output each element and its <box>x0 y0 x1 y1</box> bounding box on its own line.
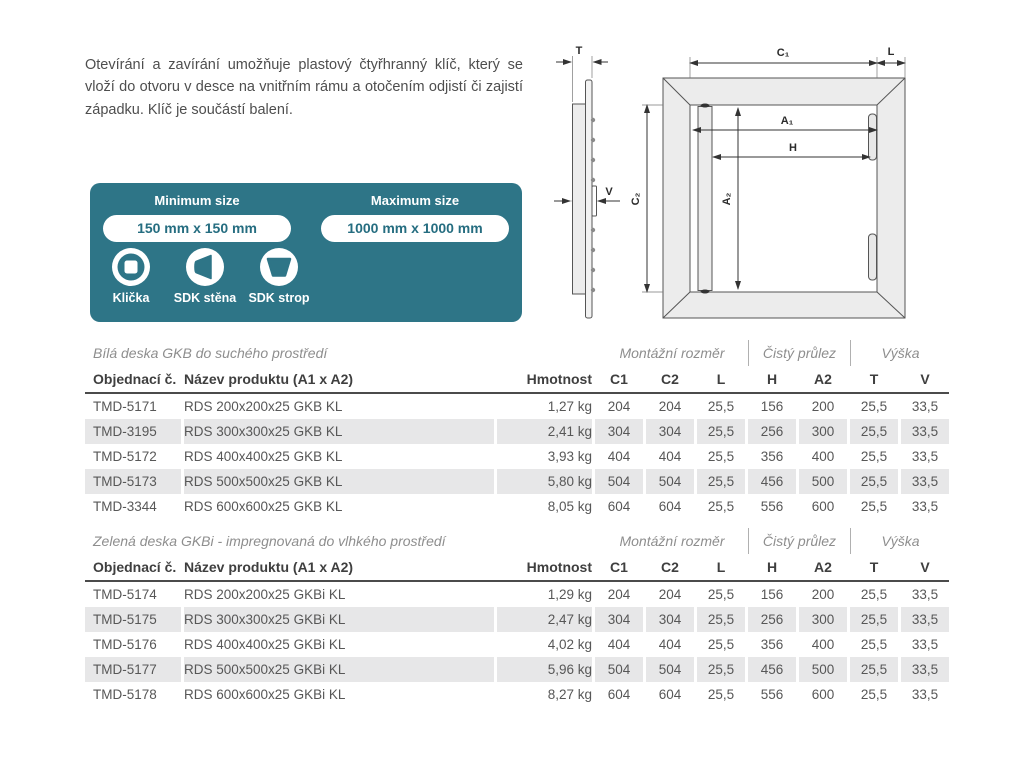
cell: 33,5 <box>911 637 939 652</box>
cell: TMD-5177 <box>85 657 181 682</box>
cell: 33,5 <box>911 687 939 702</box>
cell: 404 <box>607 637 631 652</box>
cell: 400 <box>811 637 835 652</box>
hinge-bar <box>698 107 712 291</box>
square-key-handle-icon <box>111 247 151 287</box>
cell: 204 <box>607 587 631 602</box>
dimension-label-a1: A₁ <box>780 115 794 127</box>
cell: 25,5 <box>707 687 735 702</box>
table-row <box>85 582 949 607</box>
cell: 500 <box>799 657 847 682</box>
cell: 356 <box>760 449 784 464</box>
cell: 604 <box>658 687 682 702</box>
minimum-size-block <box>103 193 291 242</box>
column-header: A2 <box>814 558 832 575</box>
cell: TMD-5175 <box>85 607 181 632</box>
column-header: Objednací č. <box>93 558 177 575</box>
cell: 25,5 <box>697 419 745 444</box>
dimension-label-l: L <box>887 46 895 58</box>
column-header: C1 <box>610 370 628 387</box>
table-caption: Zelená deska GKBi - impregnovaná do vlhkého prostředí <box>93 532 446 549</box>
cell: RDS 400x400x25 GKB KL <box>184 449 343 464</box>
minimum-size-label: Minimum size <box>154 193 240 208</box>
table-row <box>85 394 949 419</box>
cell: 156 <box>760 587 784 602</box>
cell: 25,5 <box>850 419 898 444</box>
cell: 556 <box>760 499 784 514</box>
plasterboard-ceiling-icon <box>259 247 299 287</box>
group-header: Výška <box>881 344 920 361</box>
cell: TMD-3344 <box>93 499 157 514</box>
cell: 204 <box>607 399 631 414</box>
table-gkb-dry <box>85 340 949 519</box>
cell: 5,80 kg <box>497 469 592 494</box>
cell: RDS 200x200x25 GKBi KL <box>184 587 346 602</box>
cell: 33,5 <box>911 449 939 464</box>
cell: 4,02 kg <box>547 637 592 652</box>
cell: 504 <box>595 469 643 494</box>
cell: 25,5 <box>860 499 888 514</box>
cell: 604 <box>607 687 631 702</box>
cell: 456 <box>748 469 796 494</box>
column-header: Název produktu (A1 x A2) <box>184 558 354 575</box>
cell: TMD-5176 <box>93 637 157 652</box>
front-view-diagram <box>642 57 905 318</box>
cell: 25,5 <box>860 687 888 702</box>
group-header: Výška <box>881 532 920 549</box>
cell: 600 <box>811 499 835 514</box>
group-divider <box>748 340 749 366</box>
cell: 504 <box>646 657 694 682</box>
cell: 25,5 <box>860 449 888 464</box>
cell: TMD-5174 <box>93 587 157 602</box>
dimension-label-v: V <box>605 186 613 198</box>
cell: 600 <box>811 687 835 702</box>
feature-label: SDK stěna <box>173 291 237 305</box>
cell: 504 <box>595 657 643 682</box>
cell: 25,5 <box>850 607 898 632</box>
table-row <box>85 444 949 469</box>
cell: 33,5 <box>911 587 939 602</box>
cell: 356 <box>760 637 784 652</box>
cell: 25,5 <box>707 399 735 414</box>
cell: RDS 600x600x25 GKBi KL <box>184 687 346 702</box>
cell: 604 <box>658 499 682 514</box>
table-row <box>85 607 949 632</box>
latch-bracket-bottom <box>869 234 877 280</box>
cell: 1,27 kg <box>547 399 592 414</box>
column-header: V <box>920 370 930 387</box>
dimension-label-c2: C₂ <box>630 192 642 206</box>
cell: 200 <box>811 587 835 602</box>
cell: 25,5 <box>707 587 735 602</box>
column-header: H <box>766 370 778 387</box>
feature-label: Klička <box>112 291 150 305</box>
column-header: T <box>869 558 879 575</box>
latch <box>592 186 597 216</box>
cell: 204 <box>658 399 682 414</box>
cell: 304 <box>646 607 694 632</box>
cell: 25,5 <box>707 637 735 652</box>
table-group-header-row <box>85 528 949 553</box>
cell: 25,5 <box>850 657 898 682</box>
cell: TMD-5173 <box>85 469 181 494</box>
column-header: H <box>766 558 778 575</box>
table-gkbi-damp <box>85 528 949 707</box>
maximum-size-label: Maximum size <box>370 193 460 208</box>
feature-sdk-ceiling <box>242 247 316 305</box>
intro-paragraph: Otevírání a zavírání umožňuje plastový čtyřhranný klíč, který se vloží do otvoru v desce na vnitřním rámu a otočením odjistí či zajistí západku. Klíč je součástí balení. <box>85 57 523 118</box>
cell: 404 <box>607 449 631 464</box>
column-header: T <box>869 370 879 387</box>
cell: 33,5 <box>911 399 939 414</box>
cell: 504 <box>646 469 694 494</box>
cell: 33,5 <box>901 607 949 632</box>
cell: 25,5 <box>860 637 888 652</box>
cell: TMD-5171 <box>93 399 157 414</box>
latch-bracket-top <box>869 114 877 160</box>
cell: 25,5 <box>707 499 735 514</box>
group-divider <box>850 528 851 554</box>
cell: RDS 500x500x25 GKBi KL <box>184 657 494 682</box>
cell: 3,93 kg <box>547 449 592 464</box>
cell: 25,5 <box>697 469 745 494</box>
cell: 25,5 <box>697 657 745 682</box>
cell: 204 <box>658 587 682 602</box>
cell: TMD-5178 <box>93 687 157 702</box>
table-row <box>85 419 949 444</box>
cell: 256 <box>748 607 796 632</box>
dimension-label-h: H <box>789 142 797 154</box>
dimension-label-t: T <box>575 45 583 57</box>
cell: TMD-3195 <box>85 419 181 444</box>
cell: 556 <box>760 687 784 702</box>
table-header-row <box>85 553 949 582</box>
cell: 500 <box>799 469 847 494</box>
cell: 404 <box>658 449 682 464</box>
technical-dimension-diagram <box>550 42 950 338</box>
feature-sdk-wall <box>168 247 242 305</box>
cell: 256 <box>748 419 796 444</box>
table-row <box>85 469 949 494</box>
cell: 604 <box>607 499 631 514</box>
cell: 25,5 <box>860 399 888 414</box>
group-divider <box>850 340 851 366</box>
cell: RDS 200x200x25 GKB KL <box>184 399 343 414</box>
group-header: Montážní rozměr <box>619 344 725 361</box>
cell: 25,5 <box>697 607 745 632</box>
cell: 404 <box>658 637 682 652</box>
table-header-row <box>85 365 949 394</box>
cell: 33,5 <box>901 419 949 444</box>
cell: 156 <box>760 399 784 414</box>
cell: 33,5 <box>901 657 949 682</box>
group-divider <box>748 528 749 554</box>
group-header: Čistý průlez <box>762 344 837 361</box>
column-header: C1 <box>610 558 628 575</box>
dimension-label-c1: C₁ <box>776 47 790 59</box>
cell: 8,27 kg <box>547 687 592 702</box>
cell: RDS 500x500x25 GKB KL <box>184 469 494 494</box>
plasterboard-wall-icon <box>185 247 225 287</box>
maximum-size-value: 1000 mm x 1000 mm <box>321 215 509 242</box>
size-info-panel <box>90 183 522 322</box>
column-header: Objednací č. <box>93 370 177 387</box>
table-group-header-row <box>85 340 949 365</box>
cell: 200 <box>811 399 835 414</box>
table-row <box>85 494 949 519</box>
table-row <box>85 682 949 707</box>
cell: 33,5 <box>911 499 939 514</box>
column-header: C2 <box>661 370 679 387</box>
cell: 456 <box>748 657 796 682</box>
column-header: L <box>716 558 726 575</box>
feature-label: SDK strop <box>248 291 310 305</box>
table-row <box>85 632 949 657</box>
minimum-size-value: 150 mm x 150 mm <box>103 215 291 242</box>
cell: 300 <box>799 607 847 632</box>
dimension-label-a2: A₂ <box>721 192 733 206</box>
cell: 33,5 <box>901 469 949 494</box>
cell: 25,5 <box>707 449 735 464</box>
cell: 300 <box>799 419 847 444</box>
column-header: Hmotnost <box>526 558 592 575</box>
cell: 25,5 <box>850 469 898 494</box>
cell: 2,41 kg <box>497 419 592 444</box>
cell: 2,47 kg <box>497 607 592 632</box>
cell: 5,96 kg <box>497 657 592 682</box>
cell: 400 <box>811 449 835 464</box>
table-row <box>85 657 949 682</box>
cell: TMD-5172 <box>93 449 157 464</box>
table-caption: Bílá deska GKB do suchého prostředí <box>93 344 328 361</box>
cell: 1,29 kg <box>547 587 592 602</box>
cell: RDS 400x400x25 GKBi KL <box>184 637 346 652</box>
cell: RDS 300x300x25 GKBi KL <box>184 607 494 632</box>
cell: 8,05 kg <box>547 499 592 514</box>
column-header: Název produktu (A1 x A2) <box>184 370 354 387</box>
feature-key-handle <box>94 247 168 305</box>
cell: RDS 600x600x25 GKB KL <box>184 499 343 514</box>
cell: 304 <box>595 607 643 632</box>
column-header: L <box>716 370 726 387</box>
cell: 25,5 <box>860 587 888 602</box>
group-header: Čistý průlez <box>762 532 837 549</box>
column-header: C2 <box>661 558 679 575</box>
column-header: V <box>920 558 930 575</box>
maximum-size-block <box>321 193 509 242</box>
cell: 304 <box>646 419 694 444</box>
group-header: Montážní rozměr <box>619 532 725 549</box>
column-header: A2 <box>814 370 832 387</box>
feature-icons-row <box>94 247 316 305</box>
cell: 304 <box>595 419 643 444</box>
cell: RDS 300x300x25 GKB KL <box>184 419 494 444</box>
column-header: Hmotnost <box>526 370 592 387</box>
